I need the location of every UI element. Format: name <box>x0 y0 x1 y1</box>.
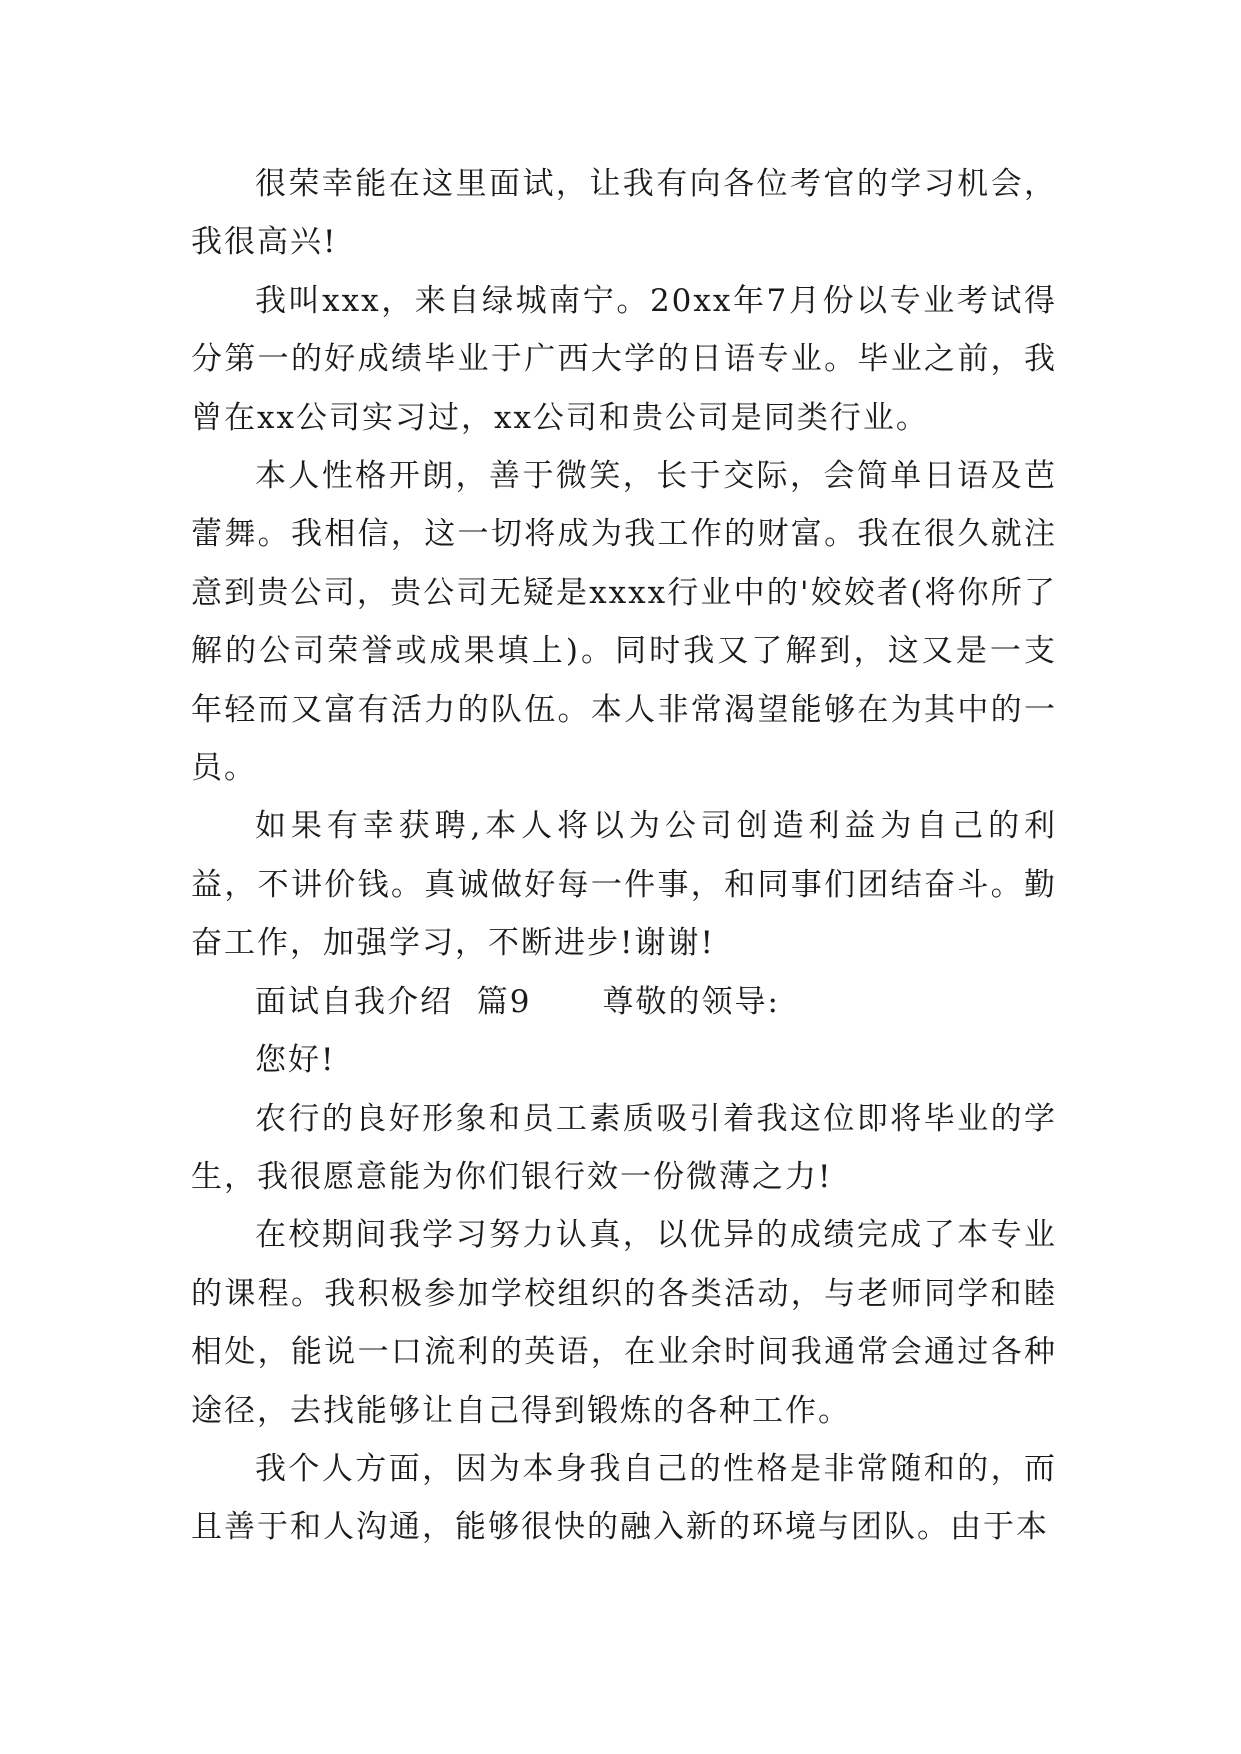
paragraph-greeting: 您好! <box>255 1042 336 1079</box>
paragraph-school: 在校期间我学习努力认真，以优异的成绩完成了本专业的课程。我积极参加学校组织的各类活动，与老师同学和睦相处，能说一口流利的英语，在业余时间我通常会通过各种途径，去找能够让自己得到锻炼的各种工作。 <box>191 1217 1057 1429</box>
paragraph-personality: 本人性格开朗，善于微笑，长于交际，会简单日语及芭蕾舞。我相信，这一切将成为我工作的财富。我在很久就注意到贵公司，贵公司无疑是xxxx行业中的'姣姣者(将你所了解的公司荣誉或成果填上)。同时我又了解到，这又是一支年轻而又富有活力的队伍。本人非常渴望能够在为其中的一员。 <box>191 458 1057 787</box>
paragraph-background: 我叫xxx，来自绿城南宁。20xx年7月份以专业考试得分第一的好成绩毕业于广西大学的日语专业。毕业之前，我曾在xx公司实习过，xx公司和贵公司是同类行业。 <box>191 282 1057 436</box>
section-heading: 面试自我介绍 篇9 尊敬的领导: <box>255 983 780 1020</box>
document-body <box>191 155 1057 1557</box>
paragraph-intro: 很荣幸能在这里面试，让我有向各位考官的学习机会，我很高兴! <box>191 166 1057 261</box>
paragraph-personal: 我个人方面，因为本身我自己的性格是非常随和的，而且善于和人沟通，能够很快的融入新的环境与团队。由于本 <box>191 1450 1057 1546</box>
paragraph-commitment: 如果有幸获聘,本人将以为公司创造利益为自己的利益，不讲价钱。真诚做好每一件事，和同事们团结奋斗。勤奋工作，加强学习，不断进步!谢谢! <box>191 808 1057 962</box>
paragraph-motivation: 农行的良好形象和员工素质吸引着我这位即将毕业的学生，我很愿意能为你们银行效一份微薄之力! <box>191 1100 1057 1195</box>
